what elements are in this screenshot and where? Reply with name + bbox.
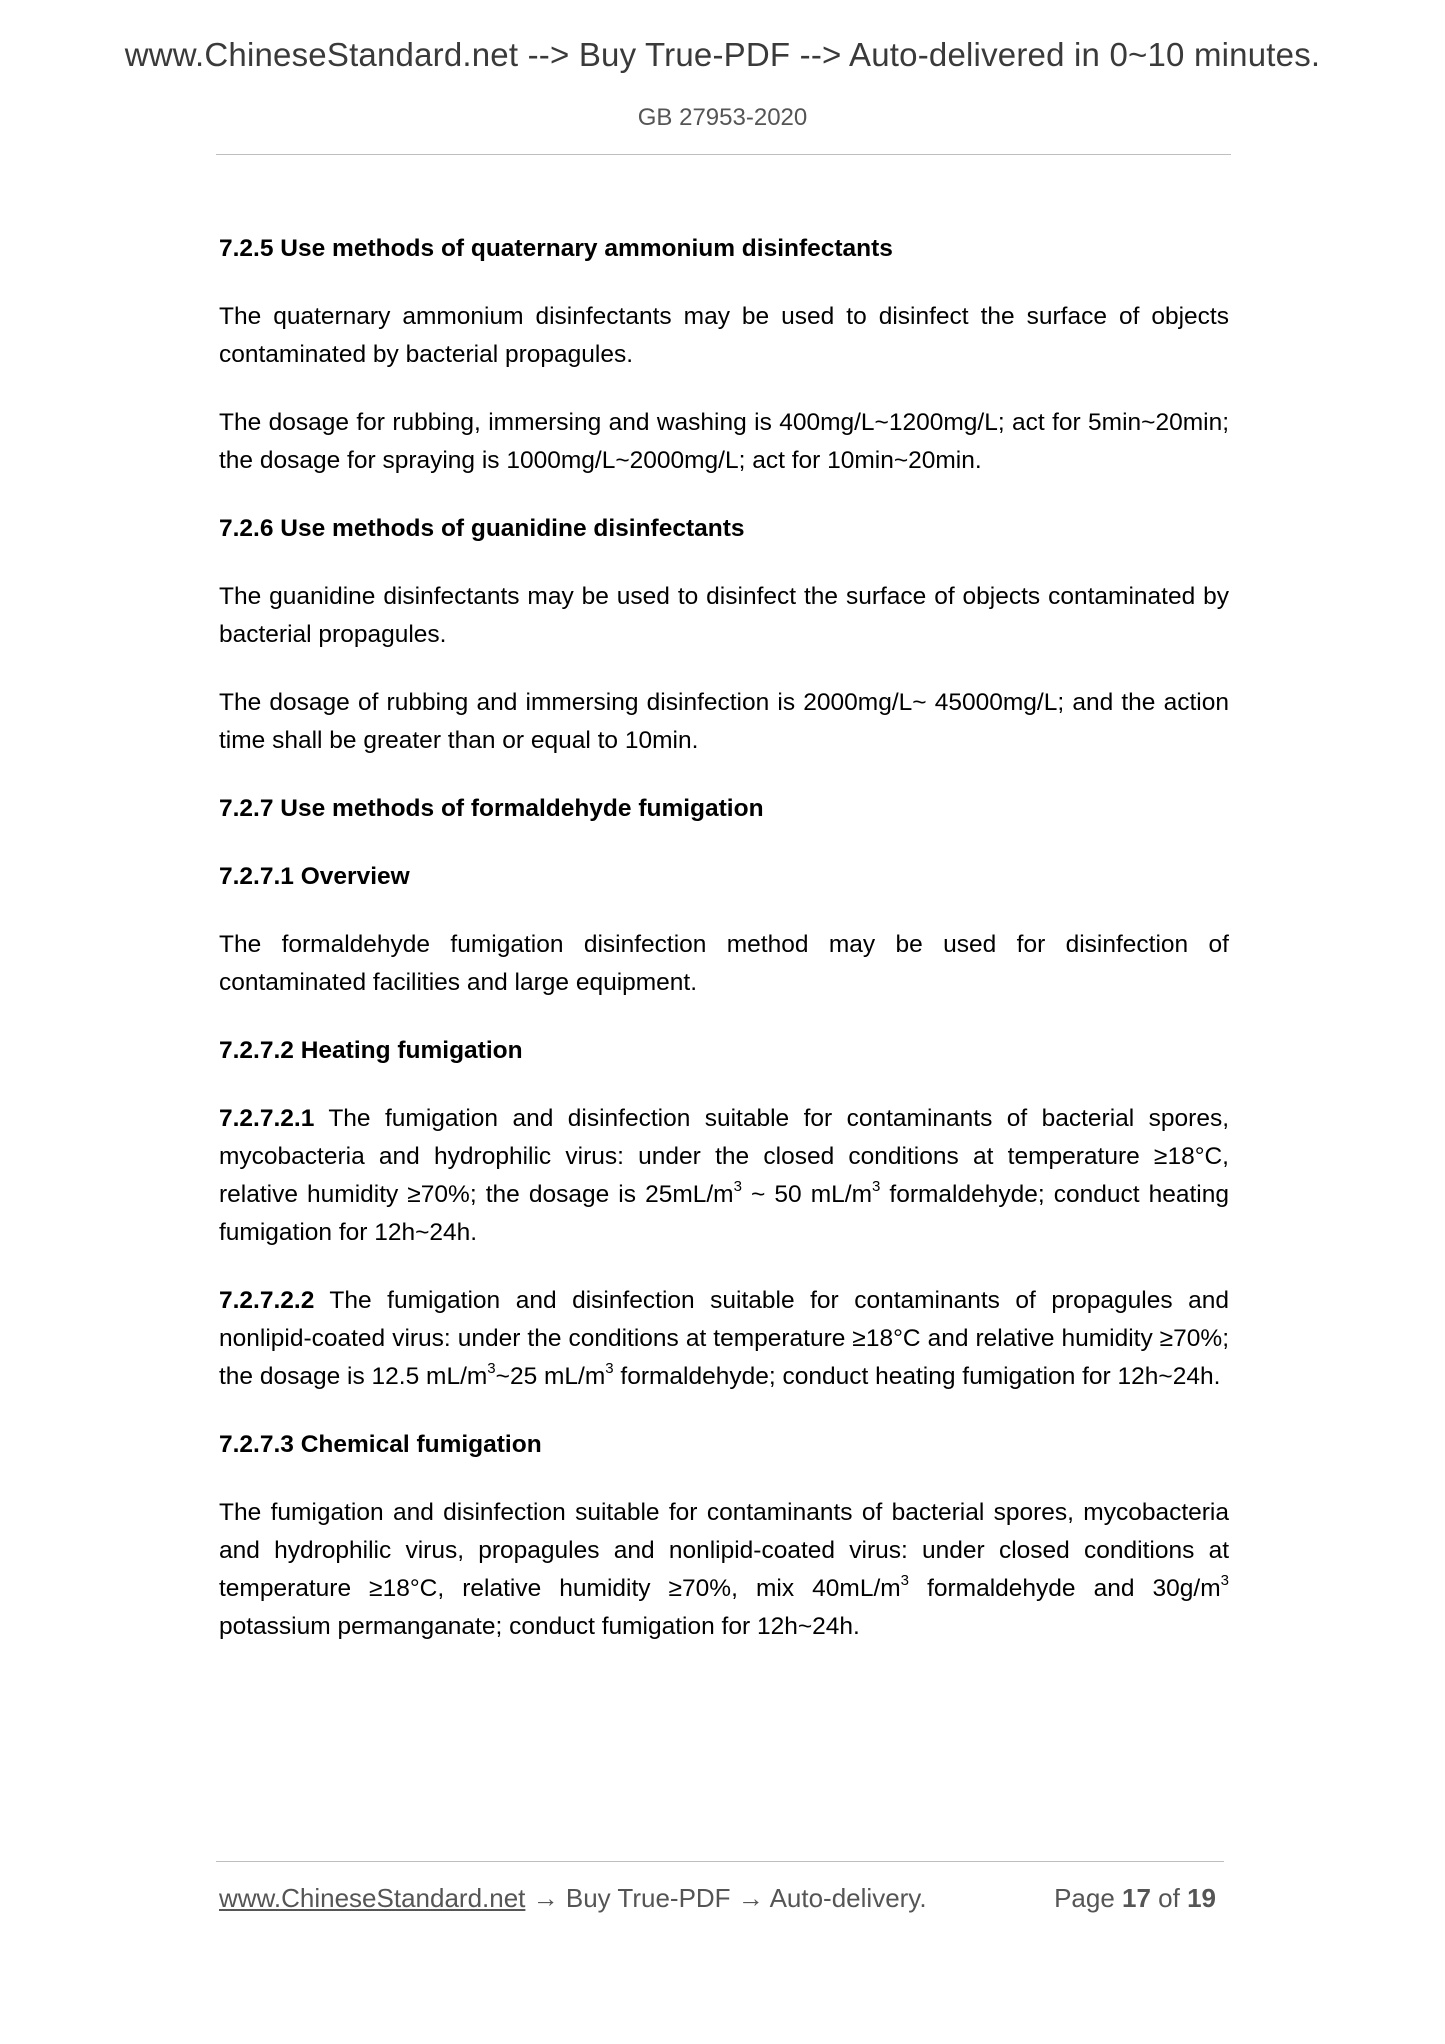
paragraph: The guanidine disinfectants may be used to disinfect the surface of objects contaminated by bacterial propagules. bbox=[219, 583, 1229, 648]
clause-number: 7.2.7.2.1 bbox=[219, 1105, 315, 1132]
of-label: of bbox=[1150, 1883, 1188, 1913]
document-body bbox=[219, 230, 1229, 1676]
footer-site-link[interactable]: www.ChineseStandard.net bbox=[219, 1883, 526, 1913]
clause-text: The fumigation and disinfection suitable for contaminants of bacterial spores, mycobacteria and hydrophilic virus: under the closed conditions at temperature ≥18°C, relative humidity ≥70%; the dosage is 25mL/m bbox=[219, 1105, 1229, 1208]
section-heading-7-2-7-2: 7.2.7.2 Heating fumigation bbox=[219, 1037, 523, 1064]
superscript: 3 bbox=[733, 1177, 742, 1195]
standard-code: GB 27953-2020 bbox=[637, 104, 808, 131]
section-heading-7-2-5: 7.2.5 Use methods of quaternary ammonium disinfectants bbox=[219, 235, 893, 262]
section-heading-7-2-7: 7.2.7 Use methods of formaldehyde fumigation bbox=[219, 795, 764, 822]
clause-text: formaldehyde and 30g/m bbox=[909, 1575, 1221, 1602]
superscript: 3 bbox=[487, 1359, 496, 1377]
paragraph-7-2-7-2-2 bbox=[219, 1282, 1229, 1396]
paragraph: The quaternary ammonium disinfectants may be used to disinfect the surface of objects contaminated by bacterial propagules. bbox=[219, 303, 1229, 368]
page-number: 17 bbox=[1122, 1883, 1151, 1913]
clause-text: potassium permanganate; conduct fumigation for 12h~24h. bbox=[219, 1613, 860, 1640]
clause-text: The fumigation and disinfection suitable for contaminants of propagules and nonlipid-coated virus: under the conditions at temperature ≥18°C and relative humidity ≥70%; the dosage is 12.5 mL/m bbox=[219, 1287, 1229, 1390]
header-divider bbox=[216, 154, 1231, 155]
paragraph: The dosage of rubbing and immersing disinfection is 2000mg/L~ 45000mg/L; and the action time shall be greater than or equal to 10min. bbox=[219, 689, 1229, 754]
page-indicator bbox=[1054, 1883, 1216, 1914]
section-heading-7-2-6: 7.2.6 Use methods of guanidine disinfectants bbox=[219, 515, 745, 542]
clause-number: 7.2.7.2.2 bbox=[219, 1287, 315, 1314]
footer-tagline: → Buy True-PDF → Auto-delivery. bbox=[525, 1883, 927, 1913]
superscript: 3 bbox=[900, 1571, 909, 1589]
paragraph-7-2-7-3 bbox=[219, 1494, 1229, 1646]
superscript: 3 bbox=[1220, 1571, 1229, 1589]
superscript: 3 bbox=[605, 1359, 614, 1377]
paragraph: The dosage for rubbing, immersing and washing is 400mg/L~1200mg/L; act for 5min~20min; the dosage for spraying is 1000mg/L~2000mg/L; act for 10min~20min. bbox=[219, 409, 1229, 474]
total-pages: 19 bbox=[1187, 1883, 1216, 1913]
paragraph: The formaldehyde fumigation disinfection method may be used for disinfection of contaminated facilities and large equipment. bbox=[219, 931, 1229, 996]
top-banner: www.ChineseStandard.net --> Buy True-PDF --> Auto-delivered in 0~10 minutes. bbox=[124, 36, 1321, 73]
clause-text: The fumigation and disinfection suitable for contaminants of bacterial spores, mycobacteria and hydrophilic virus, propagules and nonlipid-coated virus: under closed conditions at temperature ≥18°C, relative humidity ≥70%, mix 40mL/m bbox=[219, 1499, 1229, 1602]
section-heading-7-2-7-1: 7.2.7.1 Overview bbox=[219, 863, 410, 890]
page-label: Page bbox=[1054, 1883, 1123, 1913]
section-heading-7-2-7-3: 7.2.7.3 Chemical fumigation bbox=[219, 1431, 542, 1458]
clause-text: ~ 50 mL/m bbox=[741, 1181, 872, 1208]
superscript: 3 bbox=[871, 1177, 881, 1195]
clause-text: formaldehyde; conduct heating fumigation for 12h~24h. bbox=[219, 1181, 1229, 1246]
clause-text: ~25 mL/m bbox=[495, 1363, 606, 1390]
page-footer bbox=[219, 1883, 1224, 1914]
paragraph-7-2-7-2-1 bbox=[219, 1100, 1229, 1252]
clause-text: formaldehyde; conduct heating fumigation for 12h~24h. bbox=[613, 1363, 1221, 1390]
footer-divider bbox=[216, 1861, 1224, 1862]
